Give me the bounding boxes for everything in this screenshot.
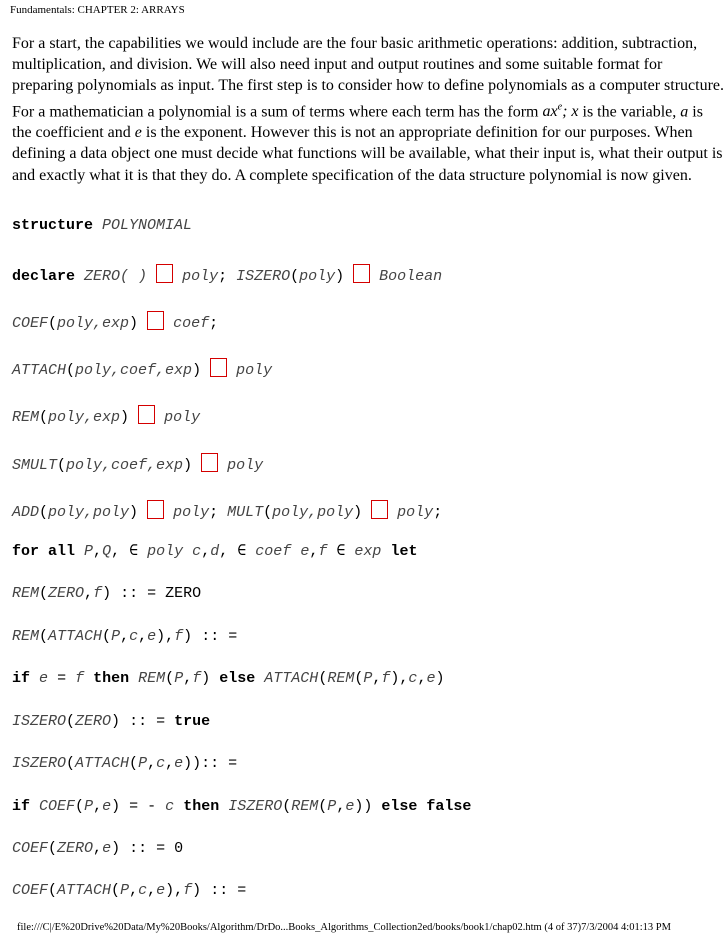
missing-arrow-icon — [371, 500, 388, 519]
code-line-smult: SMULT(poly,coef,exp) poly — [12, 453, 263, 475]
code-line-iszero-attach: ISZERO(ATTACH(P,c,e)):: = — [12, 755, 238, 772]
code-line-rem: REM(poly,exp) poly — [12, 405, 200, 427]
e-var: e — [134, 124, 142, 142]
code-line-rem-attach: REM(ATTACH(P,c,e),f) :: = — [12, 628, 238, 645]
code-line-rem-zero: REM(ZERO,f) :: = ZERO — [12, 585, 202, 602]
code-line-add-mult: ADD(poly,poly) poly; MULT(poly,poly) poly; — [12, 500, 442, 522]
paragraph-mid1: is the variable, — [578, 102, 681, 120]
missing-arrow-icon — [210, 358, 227, 377]
code-line-for-all: for all P,Q, ∈ poly c,d, ∈ coef e,f ∈ exp let — [12, 543, 418, 560]
page-footer-url: file:///C|/E%20Drive%20Data/My%20Books/Algorithm/DrDo...Books_Algorithms_Collection2ed/books/book1/chap02.htm (4 of 37)7/3/2004 4:01:13 PM — [17, 922, 671, 933]
code-line-coef: COEF(poly,exp) coef; — [12, 311, 218, 333]
paragraph-mid2: is the coefficient and — [12, 102, 703, 142]
missing-arrow-icon — [156, 264, 173, 283]
missing-arrow-icon — [353, 264, 370, 283]
a-var: a — [680, 102, 689, 120]
code-line-structure: structure POLYNOMIAL — [12, 217, 193, 234]
missing-arrow-icon — [147, 311, 164, 330]
page-header: Fundamentals: CHAPTER 2: ARRAYS — [10, 4, 185, 16]
missing-arrow-icon — [147, 500, 164, 519]
code-line-iszero-zero: ISZERO(ZERO) :: = true — [12, 713, 211, 730]
code-line-coef-zero: COEF(ZERO,e) :: = 0 — [12, 840, 184, 857]
missing-arrow-icon — [138, 405, 155, 424]
term-exponent: e — [557, 101, 563, 113]
code-line-attach: ATTACH(poly,coef,exp) poly — [12, 358, 272, 380]
paragraph-part2: is the exponent. However this is not an appropriate definition for our purposes. When defining a data object one must decide what functions will be available, what their input is, what their output is and exactly what it is that they do. A complete specification of the data structure polynomial is now given. — [12, 124, 723, 184]
intro-paragraph — [12, 33, 724, 186]
code-line-declare: declare ZERO( ) poly; ISZERO(poly) Boolean — [12, 264, 442, 286]
missing-arrow-icon — [201, 453, 218, 472]
code-line-coef-attach: COEF(ATTACH(P,c,e),f) :: = — [12, 882, 247, 899]
paragraph-part1: For a start, the capabilities we would include are the four basic arithmetic operations: addition, subtraction, multiplication, and division. We will also need input and output routines and some suitable format for preparing polynomials as input. The first step is to consider how to define polynomials as a computer structure. For a mathematician a polynomial is a sum of terms where each term has the form — [12, 35, 724, 120]
code-line-if-then-else: if e = f then REM(P,f) else ATTACH(REM(P,f),c,e) — [12, 670, 445, 687]
code-line-if-coef: if COEF(P,e) = - c then ISZERO(REM(P,e)) else false — [12, 798, 472, 815]
term-base: $ax^e$; x — [542, 101, 579, 120]
